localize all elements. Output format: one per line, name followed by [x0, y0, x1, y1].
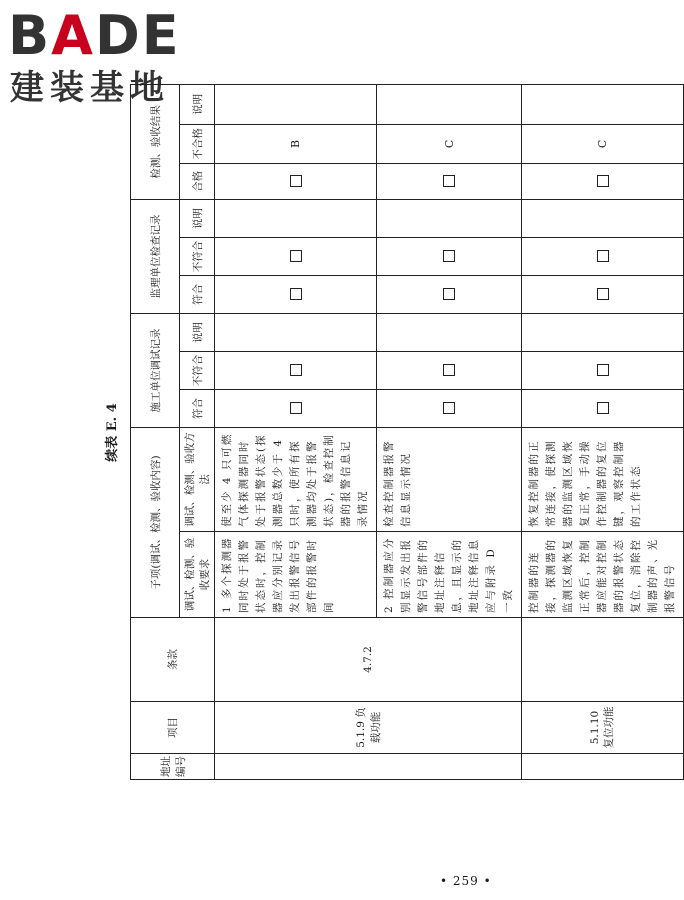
- construction-nonconform-cell: [215, 351, 377, 389]
- header-supervision-nonconform: 不符合: [180, 237, 215, 275]
- checkbox[interactable]: [290, 250, 302, 262]
- supervision-nonconform-cell: [215, 237, 377, 275]
- checkbox[interactable]: [597, 288, 609, 300]
- header-supervision-conform: 符合: [180, 275, 215, 313]
- construction-nonconform-cell: [377, 351, 522, 389]
- checkbox[interactable]: [290, 288, 302, 300]
- construction-note-cell: [522, 313, 684, 351]
- method-cell: 使至少 4 只可燃气体探测器同时处于报警状态(探测器总数少于 4 只时，使所有探测器均处于报警状态)，检查控制器的报警信息记录情况: [215, 427, 377, 531]
- requirement-cell: 控制器的连接，探测器的监测区域恢复正常后，控制器应能对控制器的报警状态复位，消除控制器的声、光报警信号: [522, 532, 684, 618]
- supervision-conform-cell: [522, 275, 684, 313]
- header-acceptance-group: 检测、验收结果: [131, 84, 180, 199]
- inspection-table: [130, 84, 684, 780]
- checkbox[interactable]: [597, 402, 609, 414]
- supervision-note-cell: [522, 199, 684, 237]
- supervision-conform-cell: [377, 275, 522, 313]
- construction-conform-cell: [522, 389, 684, 427]
- construction-conform-cell: [377, 389, 522, 427]
- header-pass: 合格: [180, 163, 215, 199]
- fail-grade-cell: C: [377, 124, 522, 163]
- project-cell: 5.1.9 负载功能: [215, 702, 522, 754]
- checkbox[interactable]: [290, 402, 302, 414]
- pass-cell: [215, 163, 377, 199]
- checkbox[interactable]: [597, 175, 609, 187]
- header-requirement: 调试、检测、验收要求: [180, 532, 215, 618]
- supervision-conform-cell: [215, 275, 377, 313]
- checkbox[interactable]: [443, 175, 455, 187]
- header-construction-group: 施工单位调试记录: [131, 313, 180, 427]
- supervision-nonconform-cell: [522, 237, 684, 275]
- supervision-note-cell: [215, 199, 377, 237]
- address-cell: [215, 754, 522, 780]
- logo-brand: BADE: [8, 4, 181, 67]
- construction-nonconform-cell: [522, 351, 684, 389]
- fail-grade-cell: C: [522, 124, 684, 163]
- header-subitem-group: 子项(调试、检测、验收内容): [131, 427, 180, 617]
- header-construction-note: 说明: [180, 313, 215, 351]
- logo-subtitle: 建装基地: [10, 68, 170, 108]
- fail-grade-cell: B: [215, 124, 377, 163]
- pass-cell: [522, 163, 684, 199]
- clause-cell: [522, 618, 684, 702]
- header-method: 调试、检测、验收方法: [180, 427, 215, 531]
- header-construction-nonconform: 不符合: [180, 351, 215, 389]
- header-address-no: 地址编号: [131, 754, 215, 780]
- checkbox[interactable]: [443, 250, 455, 262]
- acceptance-note-cell: [377, 84, 522, 124]
- header-fail: 不合格: [180, 124, 215, 163]
- header-supervision-note: 说明: [180, 199, 215, 237]
- supervision-note-cell: [377, 199, 522, 237]
- acceptance-note-cell: [215, 84, 377, 124]
- header-construction-conform: 符合: [180, 389, 215, 427]
- method-cell: 检查控制器报警信息显示情况: [377, 427, 522, 531]
- checkbox[interactable]: [597, 364, 609, 376]
- construction-note-cell: [377, 313, 522, 351]
- table-row: [215, 84, 377, 779]
- acceptance-note-cell: [522, 84, 684, 124]
- pass-cell: [377, 163, 522, 199]
- checkbox[interactable]: [443, 364, 455, 376]
- header-project: 项目: [131, 702, 215, 754]
- table-row: [522, 84, 684, 779]
- construction-conform-cell: [215, 389, 377, 427]
- project-cell: 5.1.10 复位功能: [522, 702, 684, 754]
- checkbox[interactable]: [597, 250, 609, 262]
- checkbox[interactable]: [290, 364, 302, 376]
- table-caption: 续表 E. 4: [105, 403, 120, 462]
- checkbox[interactable]: [443, 402, 455, 414]
- supervision-nonconform-cell: [377, 237, 522, 275]
- checkbox[interactable]: [290, 175, 302, 187]
- method-cell: 恢复控制器的正常连接，使探测器的监测区域恢复正常，手动操作控制器的复位键，观察控制器的工作状态: [522, 427, 684, 531]
- header-clause: 条款: [131, 618, 215, 702]
- requirement-cell: 1 多个探测器同时处于报警状态时，控制器应分别记录发出报警信号部件的报警时间: [215, 532, 377, 618]
- construction-note-cell: [215, 313, 377, 351]
- header-supervision-group: 监理单位检查记录: [131, 199, 180, 313]
- requirement-cell: 2 控制器应分别显示发出报警信号部件的地址注释信息，且显示的地址注释信息应与附录 D 一致: [377, 532, 522, 618]
- clause-cell: 4.7.2: [215, 618, 522, 702]
- page-number: • 259 •: [440, 874, 492, 888]
- header-acceptance-note: 说明: [180, 84, 215, 124]
- checkbox[interactable]: [443, 288, 455, 300]
- rotated-content: [100, 85, 676, 780]
- address-cell: [522, 754, 684, 780]
